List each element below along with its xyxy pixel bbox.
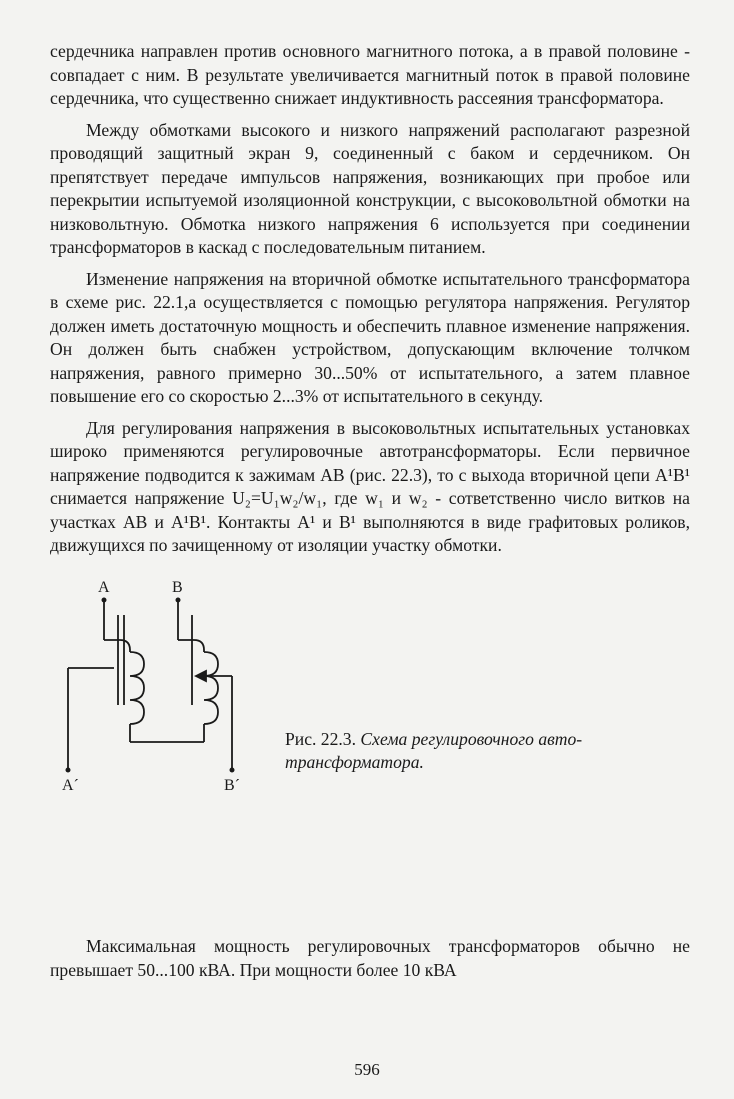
paragraph-2: Между обмотками высокого и низкого напряжений располагают разрезной проводящий защитный экран 9, соединенный с баком и сердечником. Он препятствует передаче импульсов напряжения, возникающих при пробое или перекрытии испытуемой изоляционной конструкции, с высоковольтной обмотки на низковольтную. Обмотка низкого напряжения 6 используется при соединении трансформаторов в каскад с последовательным питанием. xyxy=(50,119,690,257)
autotransformer-diagram xyxy=(60,580,260,810)
label-b-prime: B´ xyxy=(224,776,240,794)
bottom-block xyxy=(50,935,690,982)
label-a-prime: A´ xyxy=(62,776,79,794)
page-number: 596 xyxy=(354,1060,380,1079)
label-a: A xyxy=(98,579,110,596)
paragraph-1: сердечника направлен против основного магнитного потока, а в правой половине - совпадает с ним. В результате увеличивается магнитный поток в правой половине сердечника, что существенно снижает индуктивность рассеяния трансформатора. xyxy=(50,41,690,108)
label-b: B xyxy=(172,579,183,596)
caption-text: Схема регулировочного авто- xyxy=(360,728,583,749)
paragraph-3: Изменение напряжения на вторичной обмотке испытательного трансформатора в схеме рис. 22.1,а осуществляется с помощью регулятора напряжения. Регулятор должен иметь достаточную мощность и обеспечить плавное изменение напряжения. Он должен быть снабжен устройством, допускающим включение толчком напряжения, равного примерно 30...50% от испытательного, а затем плавное повышение его со скоростью 2...3% от испытательного в секунду. xyxy=(50,268,690,406)
caption-text-2: трансформатора. xyxy=(285,752,424,772)
page-body xyxy=(50,40,690,810)
figure-22-3 xyxy=(50,580,690,810)
caption-number: Рис. 22.3. xyxy=(285,728,356,749)
paragraph-5: Максимальная мощность регулировочных трансформаторов обычно не превышает 50...100 кВА. При мощности более 10 кВА xyxy=(50,936,690,980)
paragraph-4: Для регулирования напряжения в высоковольтных испытательных установках широко применяются регулировочные автотрансформаторы. Если первичное напряжение подводится к зажимам AB (рис. 22.3), то с выхода вторичной цепи A¹B¹ снимается напряжение U₂=U₁w₂/w₁, где w₁ и w₂ - сответственно число витков на участках AB и A¹B¹. Контакты A¹ и B¹ выполняются в виде графитовых роликов, движущихся по зачищенному от изоляции участку обмотки. xyxy=(50,417,690,555)
figure-caption xyxy=(285,728,685,775)
